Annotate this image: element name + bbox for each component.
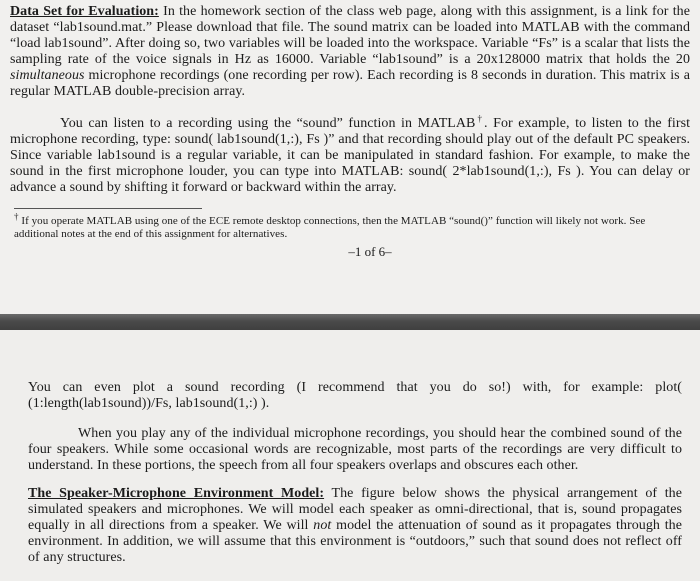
paragraph-text: microphone recordings (one recording per row). Each recording is 8 seconds in duration. This matrix is a regular MATLAB double-precision array. bbox=[10, 68, 690, 99]
section-heading-data-set: Data Set for Evaluation: bbox=[10, 4, 159, 19]
paragraph-text: You can listen to a recording using the “sound” function in MATLAB bbox=[60, 116, 476, 131]
paragraph-text: model the attenuation of sound as it propagates through the environment. In addition, we will assume that this environment is “outdoors,” such that sound does not reflect off of any structures. bbox=[28, 518, 682, 565]
paragraph-text: . For example, to listen to the first microphone recording, type: sound( lab1sound(1,:), Fs )” and that recording should play out of the default PC speakers. Since variable lab1sound is a regular variable, it can be manipulated in standard fashion. For example, to make the sound in the first microphone louder, you can type into MATLAB: sound( 2*lab1sound(1,:), Fs ). You can delay or advance a sound by shifting it forward or backward within the array. bbox=[10, 116, 691, 195]
footnote bbox=[14, 211, 690, 241]
emphasis-text: not bbox=[313, 518, 332, 533]
footnote-divider bbox=[14, 208, 202, 209]
page-number: –1 of 6– bbox=[348, 244, 392, 259]
paragraph-recordings: When you play any of the individual microphone recordings, you should hear the combined sound of the four speakers. While some occasional words are recognizable, most parts of the recordings are very difficult to understand. In these portions, the speech from all four speakers overlaps and obscures each other. bbox=[28, 426, 682, 473]
emphasis-text: simultaneous bbox=[10, 68, 85, 83]
footnote-marker: † bbox=[14, 211, 19, 222]
footnote-marker: † bbox=[475, 113, 485, 124]
paragraph-sound-function bbox=[10, 113, 691, 196]
document-page-2 bbox=[0, 330, 700, 581]
paragraph-text: In the homework section of the class web page, along with this assignment, is a link for the dataset “lab1sound.mat.” Please download that file. The sound matrix can be loaded into MATLAB with the command “load lab1sound”. After doing so, two variables will be loaded into the workspace. Variable “Fs” is a scalar that lists the sampling rate of the voice signals in Hz as 16000. Variable “lab1sound” is a 20x128000 matrix that holds the 20 bbox=[10, 4, 690, 67]
paragraph-data-set bbox=[10, 4, 690, 100]
footnote-text: If you operate MATLAB using one of the ECE remote desktop connections, then the MATLAB “sound()” function will likely not work. See additional notes at the end of this assignment for alternatives. bbox=[14, 215, 646, 240]
paragraph-text: The figure below shows the physical arrangement of the simulated speakers and microphones. We will model each speaker as omni-directional, that is, sound propagates equally in all directions from a speaker. We will bbox=[28, 486, 682, 533]
paragraph-plot: You can even plot a sound recording (I recommend that you do so!) with, for example: plot( (1:length(lab1sound))/Fs, lab1sound(1,:) ). bbox=[28, 380, 682, 411]
paragraph-environment-model bbox=[28, 486, 682, 566]
section-heading-environment-model: The Speaker-Microphone Environment Model: bbox=[28, 486, 325, 501]
